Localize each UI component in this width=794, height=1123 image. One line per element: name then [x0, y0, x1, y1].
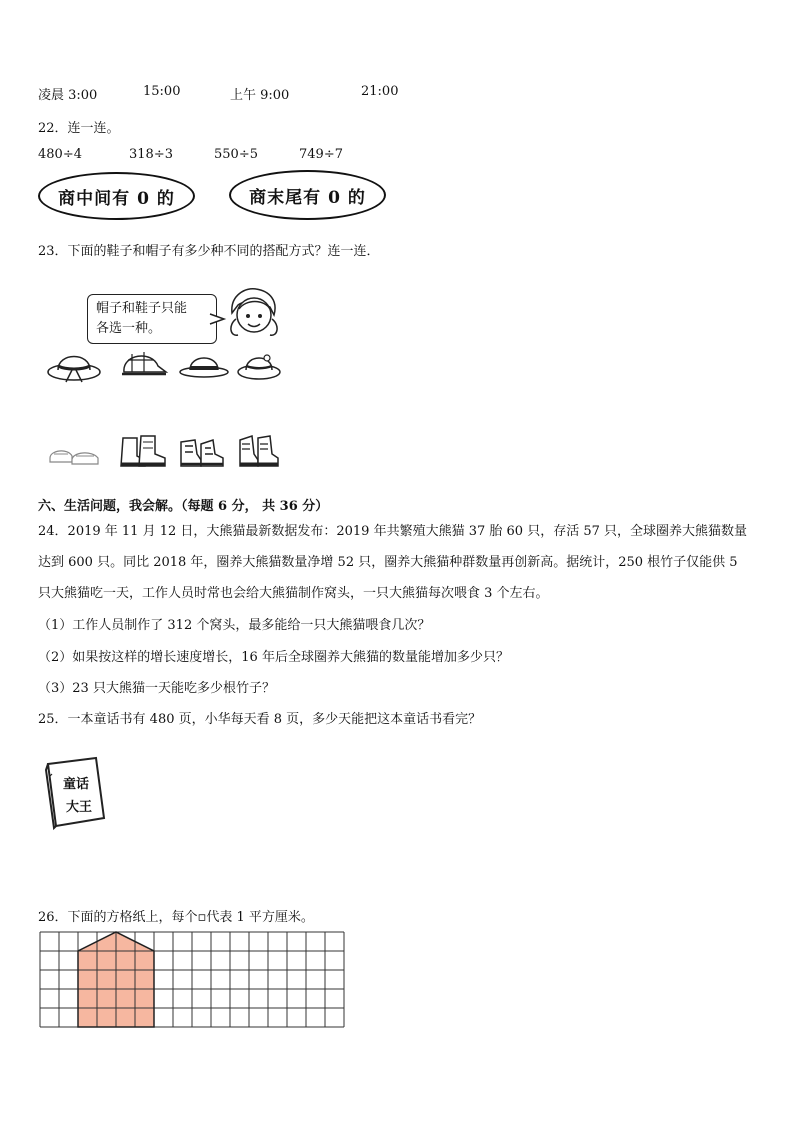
question-26-title: 26．下面的方格纸上，每个▫代表 1 平方厘米。 — [38, 910, 314, 925]
speech-line: 帽子和鞋子只能 — [96, 301, 188, 316]
time-label: 凌晨 3:00 — [38, 88, 98, 103]
question-23-title: 23．下面的鞋子和帽子有多少种不同的搭配方式？连一连． — [38, 244, 380, 259]
question-24-sub-3: （3）23 只大熊猫一天能吃多少根竹子？ — [38, 681, 275, 696]
question-24-line: 24．2019 年 11 月 12 日，大熊猫最新数据发布：2019 年共繁殖大熊猫 37 胎 60 只，存活 57 只，全球圈养大熊猫数量 — [38, 524, 748, 539]
question-24-line: 达到 600 只。同比 2018 年，圈养大熊猫数量净增 52 只，圈养大熊猫种群数量再创新高。据统计，250 根竹子仅能供 5 — [38, 555, 738, 570]
bow-hat-icon[interactable] — [236, 348, 282, 382]
section-6-heading: 六、生活问题，我会解。（每题 6 分， 共 36 分） — [38, 499, 329, 514]
speech-line: 各选一种。 — [96, 321, 162, 336]
speech-bubble — [87, 294, 217, 344]
question-24-sub-1: （1）工作人员制作了 312 个窝头，最多能给一只大熊猫喂食几次？ — [38, 618, 431, 633]
sun-hat-icon[interactable] — [46, 346, 102, 384]
oval-label: 商中间有 0 的 — [58, 188, 175, 209]
expression-label: 550÷5 — [214, 147, 258, 162]
boots-icon[interactable] — [117, 432, 169, 472]
fedora-hat-icon[interactable] — [178, 350, 230, 380]
oval-middle-zero[interactable] — [38, 172, 195, 220]
time-label: 21:00 — [361, 84, 399, 99]
girl-icon — [224, 285, 284, 345]
cap-icon[interactable] — [118, 348, 168, 382]
oval-label: 商末尾有 0 的 — [249, 187, 366, 208]
expression-label: 480÷4 — [38, 147, 82, 162]
question-22-title: 22．连一连。 — [38, 121, 120, 136]
time-label: 15:00 — [143, 84, 181, 99]
book-title-line: 童话 — [63, 777, 90, 792]
question-25-title: 25．一本童话书有 480 页，小华每天看 8 页，多少天能把这本童话书看完？ — [38, 712, 482, 727]
sneakers-icon[interactable] — [177, 434, 227, 470]
oval-end-zero[interactable] — [229, 170, 386, 220]
book-title-line: 大王 — [66, 800, 93, 815]
high-top-shoes-icon[interactable] — [236, 432, 282, 472]
expression-label: 749÷7 — [299, 147, 343, 162]
question-24-sub-2: （2）如果按这样的增长速度增长，16 年后全球圈养大熊猫的数量能增加多少只？ — [38, 650, 509, 665]
question-24-line: 只大熊猫吃一天，工作人员时常也会给大熊猫制作窝头，一只大熊猫每次喂食 3 个左右。 — [38, 586, 549, 601]
book-icon — [44, 756, 110, 828]
time-label: 上午 9:00 — [230, 88, 290, 103]
expression-label: 318÷3 — [129, 147, 173, 162]
slippers-icon[interactable] — [46, 440, 102, 468]
square-grid — [40, 932, 346, 1028]
